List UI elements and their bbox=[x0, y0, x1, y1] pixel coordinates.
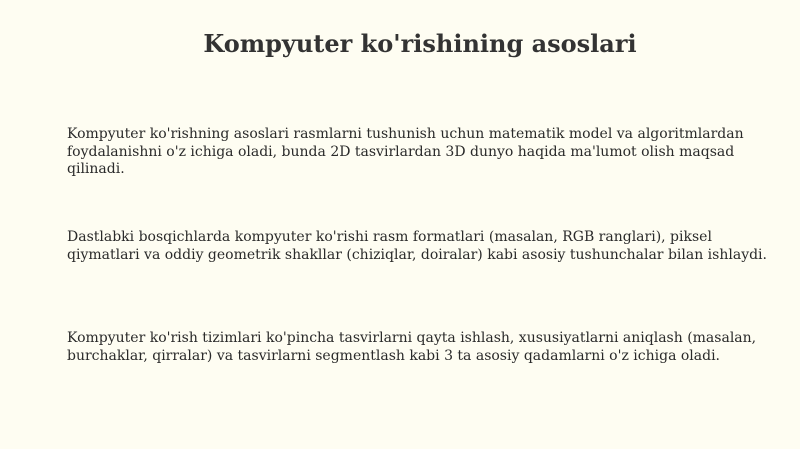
paragraph-2: Dastlabki bosqichlarda kompyuter ko'rishi rasm formatlari (masalan, RGB ranglari), piksel qiymatlari va oddiy geometrik shakllar (chiziqlar, doiralar) kabi asosiy tushunchalar bilan ishlaydi. bbox=[67, 229, 767, 263]
paragraph-1: Kompyuter ko'rishning asoslari rasmlarni tushunish uchun matematik model va algoritmlardan foydalanishni o'z ichiga oladi, bunda 2D tasvirlardan 3D dunyo haqida ma'lumot olish maqsad qilinadi. bbox=[67, 126, 744, 177]
slide-title: Kompyuter ko'rishining asoslari bbox=[203, 29, 637, 58]
paragraph-3: Kompyuter ko'rish tizimlari ko'pincha tasvirlarni qayta ishlash, xususiyatlarni aniqlash (masalan, burchaklar, qirralar) va tasvirlarni segmentlash kabi 3 ta asosiy qadamlarni o'z ichiga oladi. bbox=[67, 330, 757, 364]
